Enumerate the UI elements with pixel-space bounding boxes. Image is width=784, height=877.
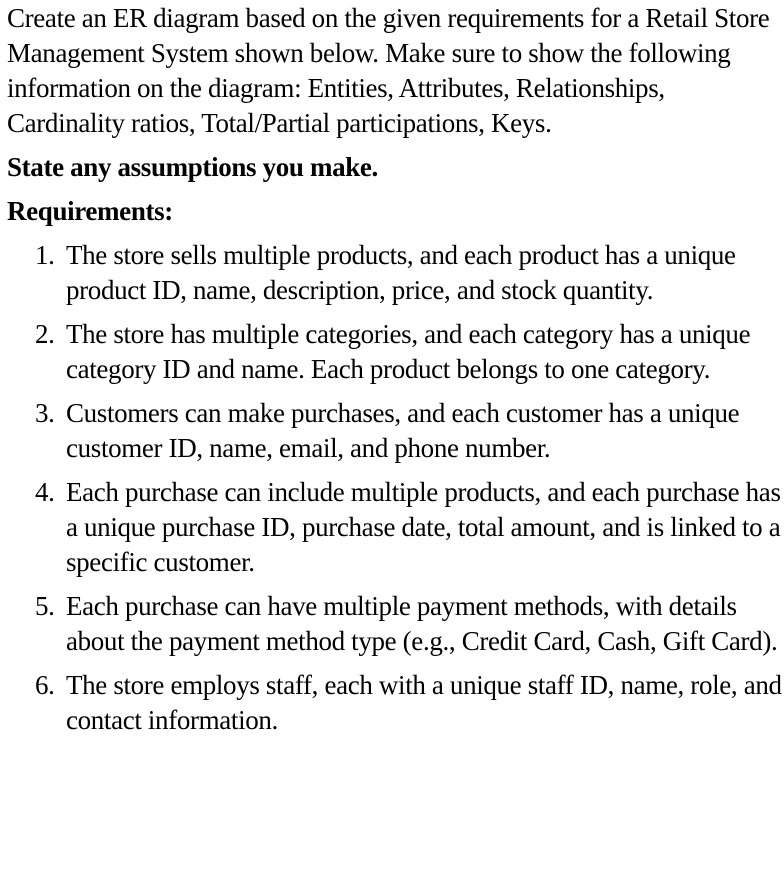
requirement-text: The store employs staff, each with a unique staff ID, name, role, and contact information. (66, 670, 782, 735)
requirement-number: 2. (35, 319, 55, 349)
intro-paragraph: Create an ER diagram based on the given requirements for a Retail Store Management System shown below. Make sure to show the following information on the diagram: Entities, Attributes, Relationships, Cardinality ratios, Total/Partial participations, Keys. (7, 3, 770, 138)
requirement-number: 6. (35, 670, 55, 700)
requirement-text: Customers can make purchases, and each customer has a unique customer ID, name, email, and phone number. (66, 398, 740, 463)
requirements-heading: Requirements: (7, 196, 173, 226)
document-page (0, 1, 784, 877)
assumptions-instruction: State any assumptions you make. (7, 152, 378, 182)
requirement-item (7, 589, 784, 659)
requirements-list (7, 238, 784, 738)
requirement-number: 1. (35, 240, 55, 270)
requirement-item (7, 238, 784, 308)
requirement-item (7, 396, 784, 466)
requirement-text: The store sells multiple products, and each product has a unique product ID, name, description, price, and stock quantity. (66, 240, 736, 305)
requirement-text: Each purchase can include multiple products, and each purchase has a unique purchase ID, purchase date, total amount, and is linked to a specific customer. (66, 477, 781, 577)
requirement-item (7, 475, 784, 580)
requirement-item (7, 668, 784, 738)
requirement-number: 3. (35, 398, 55, 428)
requirement-text: Each purchase can have multiple payment methods, with details about the payment method type (e.g., Credit Card, Cash, Gift Card). (66, 591, 778, 656)
requirement-text: The store has multiple categories, and each category has a unique category ID and name. Each product belongs to one category. (66, 319, 751, 384)
requirement-number: 5. (35, 591, 55, 621)
requirement-item (7, 317, 784, 387)
requirement-number: 4. (35, 477, 55, 507)
